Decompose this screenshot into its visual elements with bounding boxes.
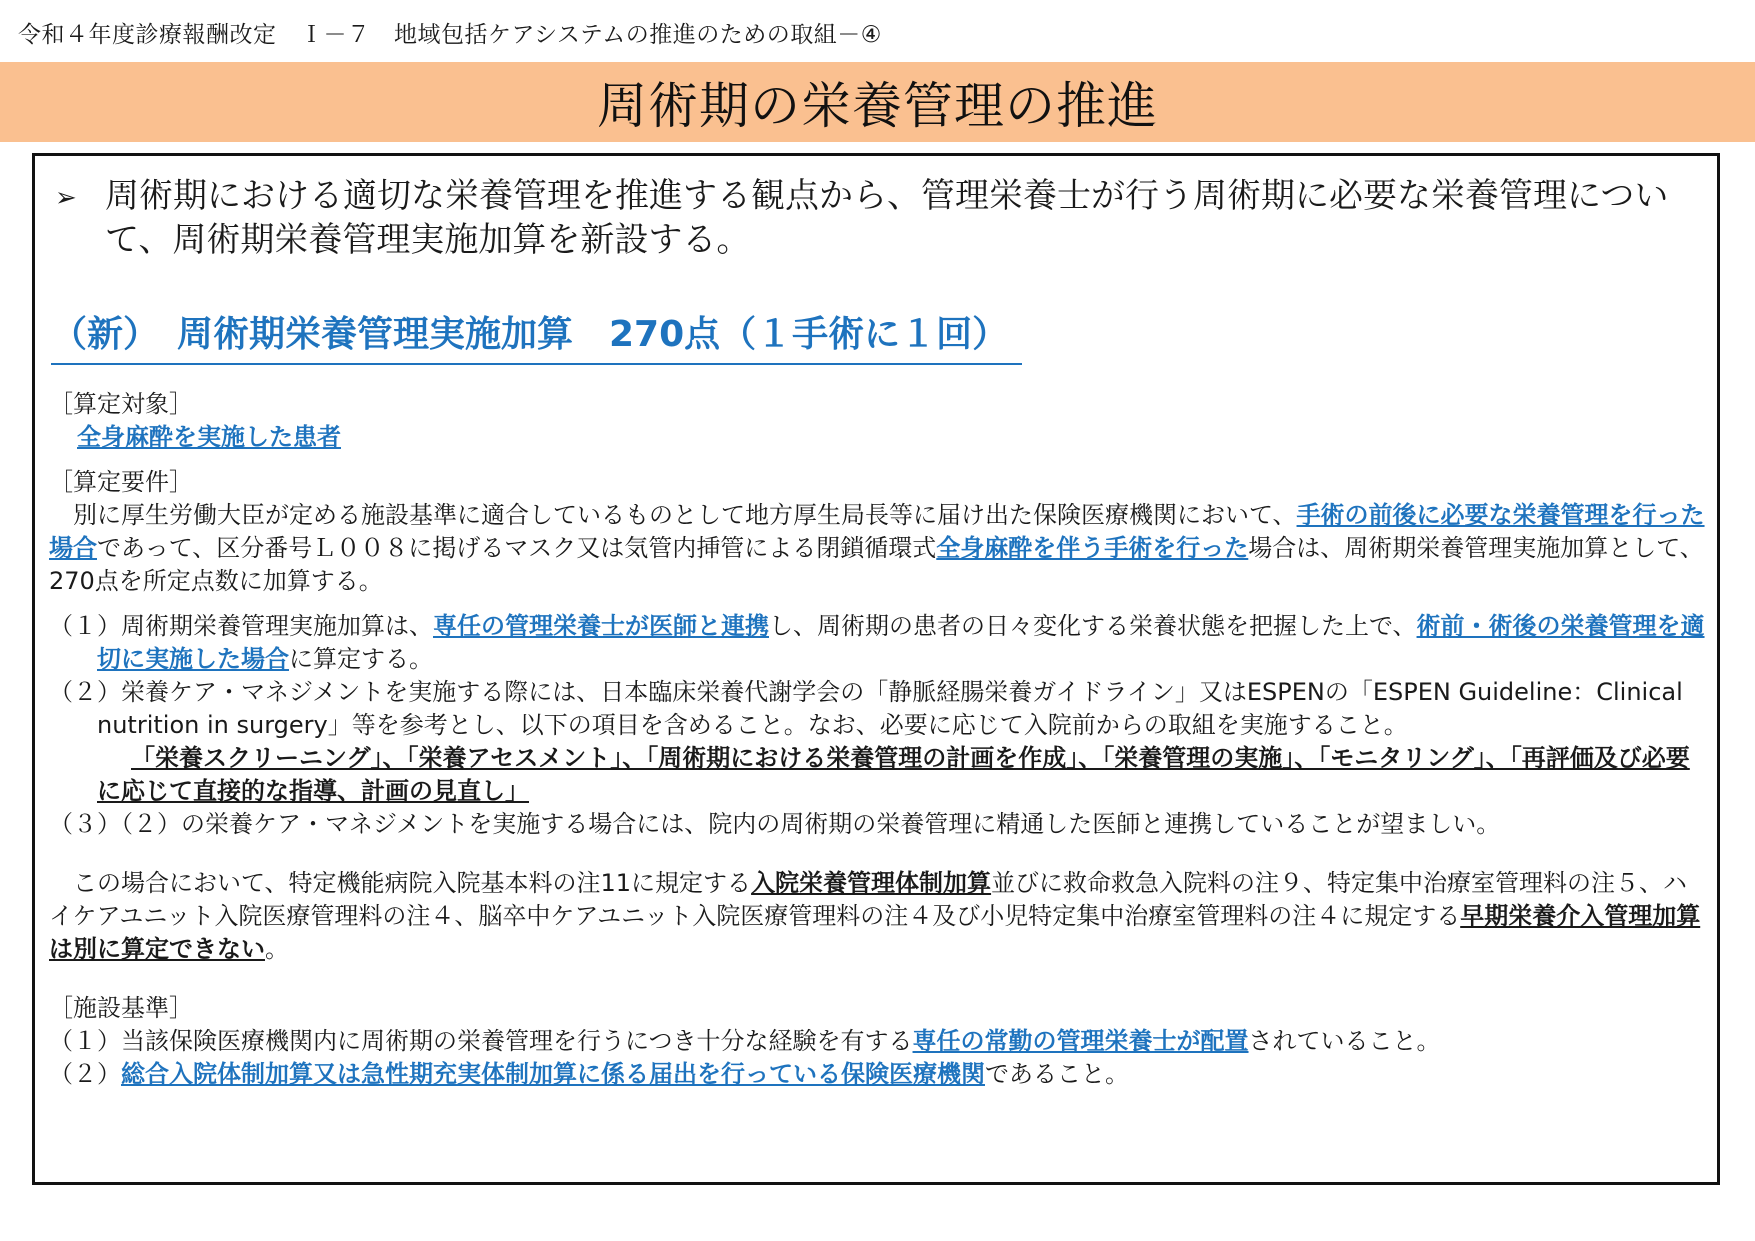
content-box (32, 153, 1720, 1185)
requirement-item-2-list: 「栄養スクリーニング」、「栄養アセスメント」、「周術期における栄養管理の計画を作成」、「栄養管理の実施」、「モニタリング」、「再評価及び必要に応じて直接的な指導、計画の見直し」 (97, 744, 1690, 805)
title-bar (0, 62, 1755, 142)
new-item-heading: （新） 周術期栄養管理実施加算 270点（１手術に１回） (51, 306, 1022, 365)
requirements-paragraph: 別に厚生労働大臣が定める施設基準に適合しているものとして地方厚生局長等に届け出た保険医療機関において、手術の前後に必要な栄養管理を行った場合であって、区分番号Ｌ００８に掲げるマスク又は気管内挿管による閉鎖循環式全身麻酔を伴う手術を行った場合は、周術期栄養管理実施加算として、270点を所定点数に加算する。 (49, 501, 1705, 595)
breadcrumb: 令和４年度診療報酬改定 Ｉ－７ 地域包括ケアシステムの推進のための取組－④ (18, 22, 882, 48)
exclusion-paragraph: この場合において、特定機能病院入院基本料の注11に規定する入院栄養管理体制加算並びに救命救急入院料の注９、特定集中治療室管理料の注５、ハイケアユニット入院医療管理料の注４、脳卒中ケアユニット入院医療管理料の注４及び小児特定集中治療室管理料の注４に規定する早期栄養介入管理加算は別に算定できない。 (49, 869, 1701, 963)
page-title: 周術期の栄養管理の推進 (597, 77, 1158, 135)
requirement-item-3: （３）（２）の栄養ケア・マネジメントを実施する場合には、院内の周術期の栄養管理に精通した医師と連携していることが望ましい。 (49, 810, 1501, 838)
target-heading: ［算定対象］ (49, 390, 193, 418)
details (49, 388, 1709, 1091)
arrow-bullet-icon: ➢ (55, 183, 77, 213)
facility-item-2: （２）総合入院体制加算又は急性期充実体制加算に係る届出を行っている保険医療機関であること。 (49, 1060, 1129, 1088)
intro (55, 174, 1695, 262)
requirement-item-2: （２）栄養ケア・マネジメントを実施する際には、日本臨床栄養代謝学会の「静脈経腸栄養ガイドライン」又はESPENの「ESPEN Guideline：Clinical nutrition in surgery」等を参考とし、以下の項目を含めること。なお、必要に応じて入院前からの取組を実施すること。 (49, 678, 1683, 739)
requirement-item-1: （１）周術期栄養管理実施加算は、専任の管理栄養士が医師と連携し、周術期の患者の日々変化する栄養状態を把握した上で、術前・術後の栄養管理を適切に実施した場合に算定する。 (49, 612, 1705, 673)
facility-heading: ［施設基準］ (49, 994, 193, 1022)
target-value: 全身麻酔を実施した患者 (77, 423, 341, 451)
intro-text: 周術期における適切な栄養管理を推進する観点から、管理栄養士が行う周術期に必要な栄養管理について、周術期栄養管理実施加算を新設する。 (105, 176, 1669, 260)
requirements-heading: ［算定要件］ (49, 468, 193, 496)
facility-item-1: （１）当該保険医療機関内に周術期の栄養管理を行うにつき十分な経験を有する専任の常勤の管理栄養士が配置されていること。 (49, 1027, 1441, 1055)
